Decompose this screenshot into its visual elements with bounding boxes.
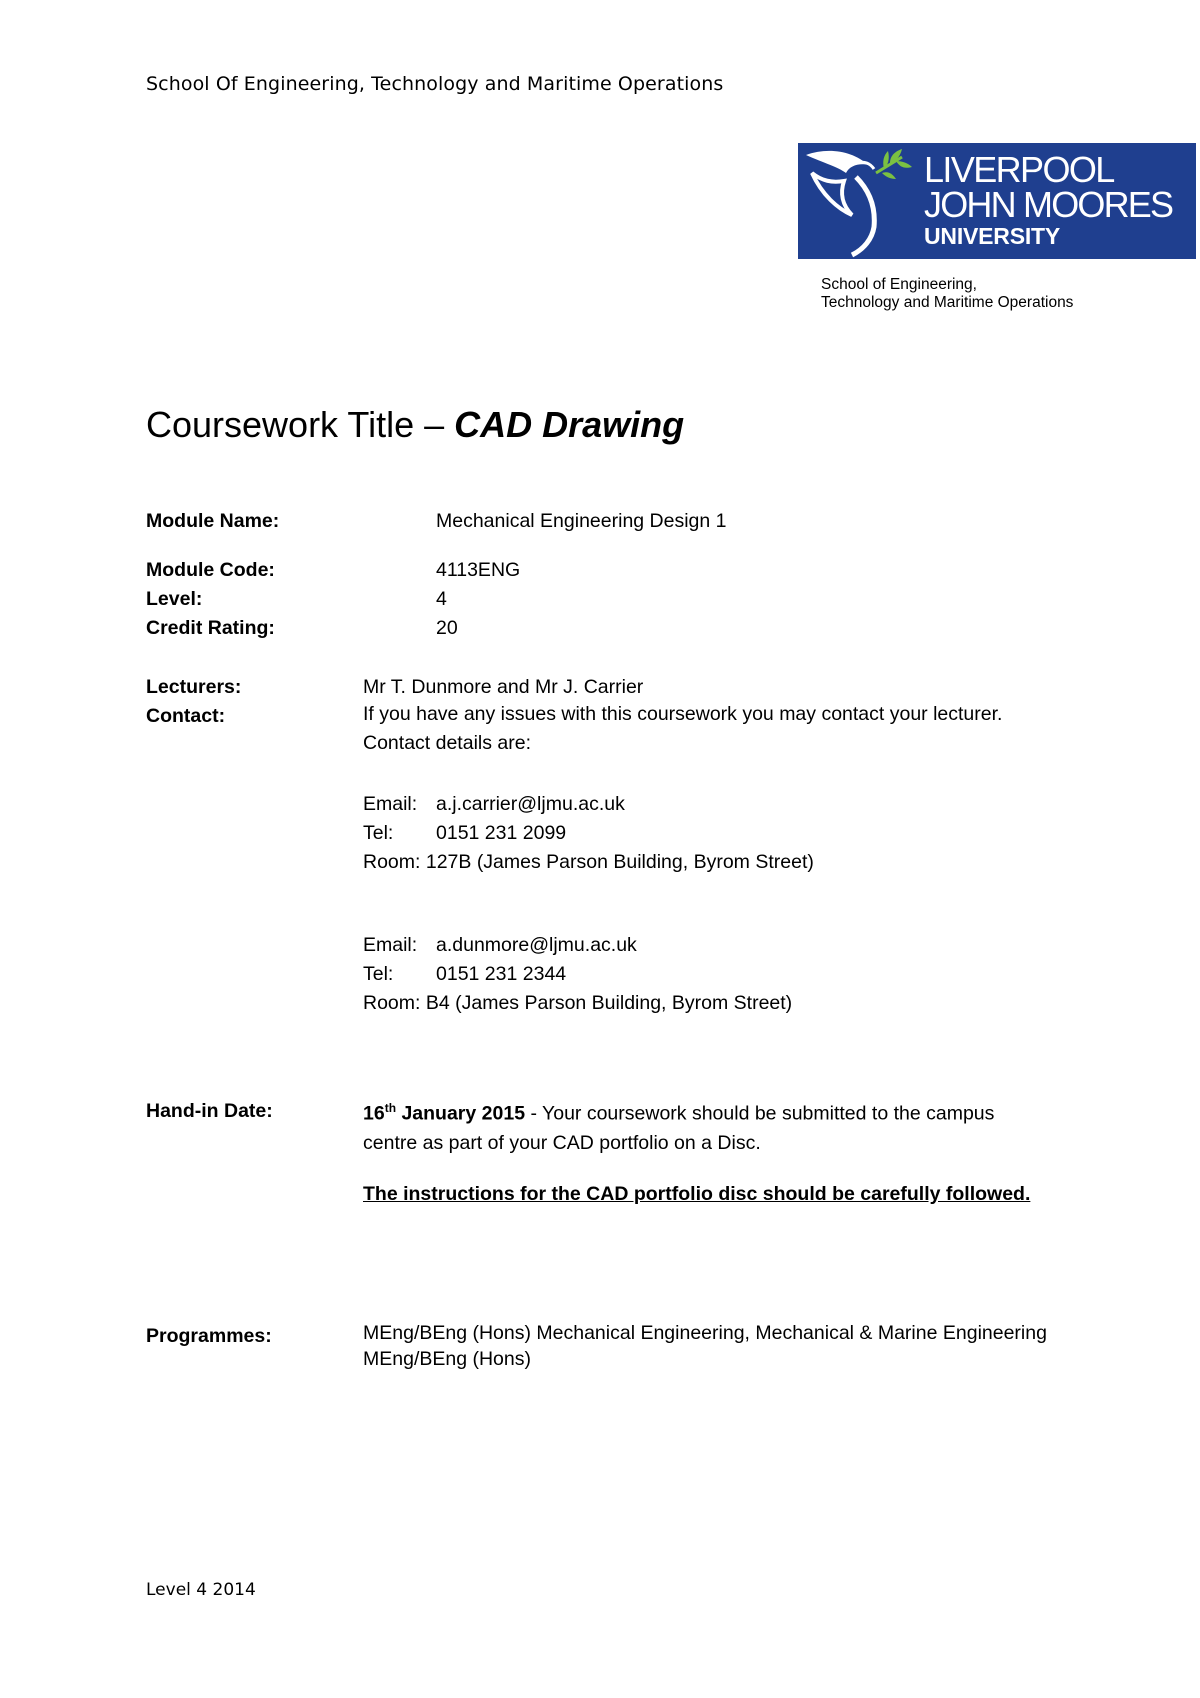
level-label: Level: (146, 588, 203, 610)
handin-description: - Your coursework should be submitted to the campus centre as part of your CAD portfolio on a Disc. (363, 1102, 995, 1154)
handin-month-year: January 2015 (396, 1102, 526, 1125)
lecturers-label: Lecturers: (146, 676, 242, 698)
contact-email-label: Email: (363, 793, 418, 815)
level-value: 4 (436, 588, 447, 610)
credit-rating-value: 20 (436, 617, 458, 639)
contact-tel-row (363, 822, 566, 845)
handin-label: Hand-in Date: (146, 1100, 273, 1122)
contact-email-row (363, 934, 637, 957)
contact-intro: If you have any issues with this coursework you may contact your lecturer. Contact details are: (363, 703, 1003, 754)
handin-day-suffix: th (384, 1101, 397, 1115)
footer-text: Level 4 2014 (146, 1580, 256, 1600)
logo-line-1: LIVERPOOL (924, 149, 1114, 190)
contact-tel-row (363, 963, 566, 986)
contact-email[interactable]: a.dunmore@ljmu.ac.uk (436, 934, 637, 956)
module-code-value: 4113ENG (436, 559, 521, 581)
page-title (146, 404, 684, 446)
handin-day: 16 (363, 1102, 385, 1125)
contact-email-label: Email: (363, 934, 418, 956)
programmes-value: MEng/BEng (Hons) Mechanical Engineering, Mechanical & Marine Engineering MEng/BEng (Hons) (363, 1322, 1047, 1370)
contact-room: B4 (James Parson Building, Byrom Street) (425, 992, 793, 1014)
contact-tel-label: Tel: (363, 963, 394, 985)
contact-tel: 0151 231 2344 (436, 963, 567, 985)
handin-instructions: The instructions for the CAD portfolio disc should be carefully followed. (363, 1183, 1031, 1205)
module-name-value: Mechanical Engineering Design 1 (436, 510, 727, 532)
title-emphasis: CAD Drawing (454, 404, 685, 445)
school-subtitle-line-1: School of Engineering, (821, 276, 977, 293)
contact-email[interactable]: a.j.carrier@ljmu.ac.uk (436, 793, 625, 815)
module-code-label: Module Code: (146, 559, 275, 581)
module-name-label: Module Name: (146, 510, 280, 532)
liver-bird-icon (798, 143, 924, 259)
title-prefix: Coursework Title – (146, 404, 455, 445)
contact-room: 127B (James Parson Building, Byrom Street) (425, 851, 814, 873)
lecturers-value: Mr T. Dunmore and Mr J. Carrier (363, 676, 644, 698)
contact-email-row (363, 793, 625, 816)
contact-room-label: Room: (363, 992, 421, 1014)
university-logo (798, 143, 1196, 259)
contact-room-row (363, 851, 814, 874)
logo-line-3: UNIVERSITY (924, 223, 1061, 249)
contact-tel-label: Tel: (363, 822, 394, 844)
header-school: School Of Engineering, Technology and Maritime Operations (146, 73, 724, 95)
contact-tel: 0151 231 2099 (436, 822, 567, 844)
logo-line-2: JOHN MOORES (924, 184, 1173, 225)
contact-room-row (363, 992, 792, 1015)
handin-text (363, 1094, 1053, 1158)
contact-room-label: Room: (363, 851, 421, 873)
credit-rating-label: Credit Rating: (146, 617, 275, 639)
school-subtitle-line-2: Technology and Maritime Operations (821, 294, 1074, 311)
programmes-label: Programmes: (146, 1325, 272, 1347)
contact-label: Contact: (146, 705, 226, 727)
school-subtitle (821, 276, 1073, 312)
